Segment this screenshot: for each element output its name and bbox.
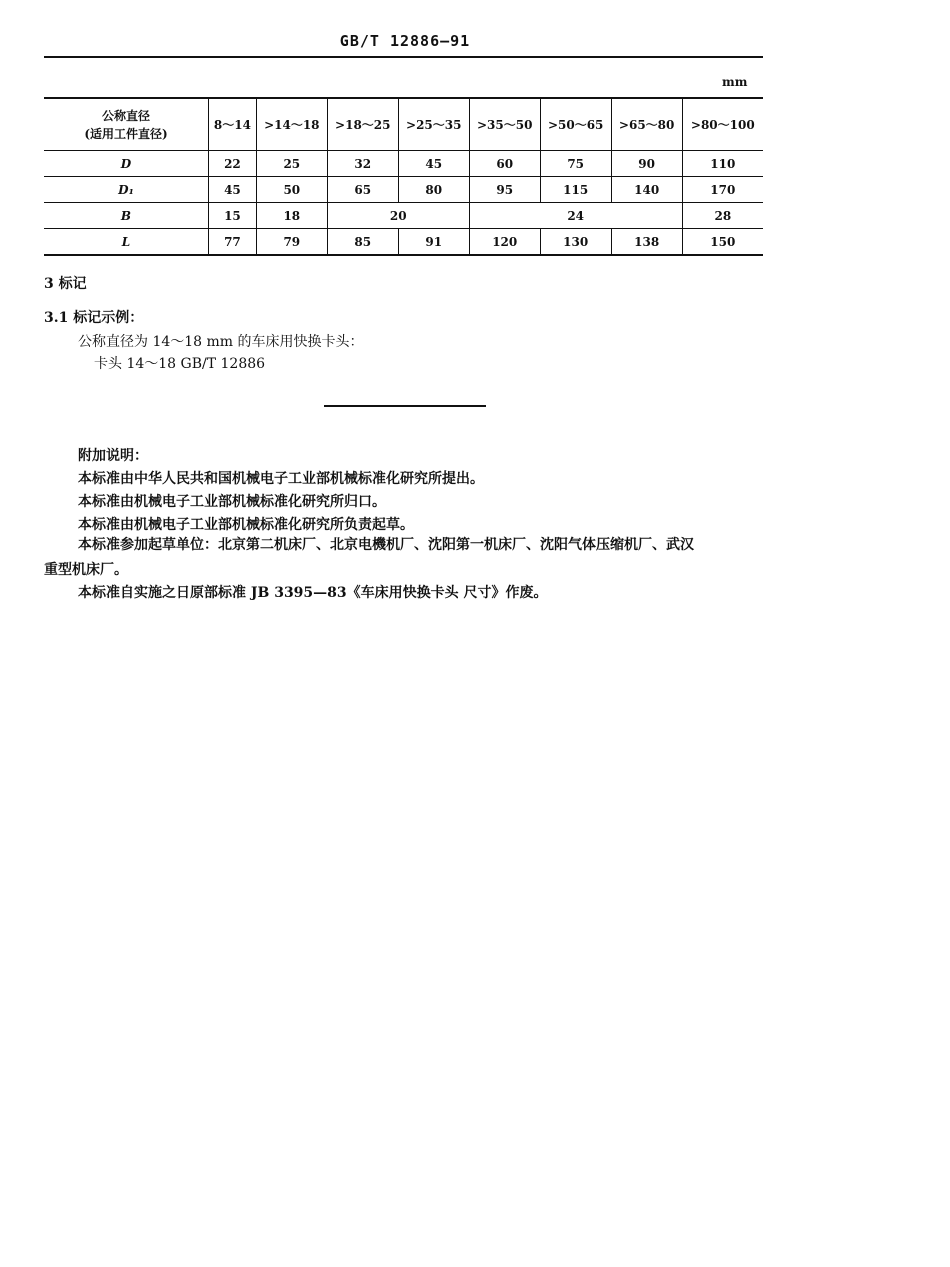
example-description: 公称直径为 14～18 mm 的车床用快换卡头： bbox=[78, 334, 364, 350]
table-header-row bbox=[44, 98, 763, 151]
note-line: 本标准由机械电子工业部机械标准化研究所负责起草。 bbox=[78, 517, 414, 533]
table-cell: 140 bbox=[611, 177, 682, 203]
note-line: 本标准自实施之日原部标准 JB 3395—83《车床用快换卡头 尺寸》作废。 bbox=[78, 585, 548, 601]
example-marking: 卡头 14～18 GB/T 12886 bbox=[94, 356, 266, 372]
section-heading: 3 标记 bbox=[44, 276, 87, 292]
note-line: 本标准由机械电子工业部机械标准化研究所归口。 bbox=[78, 494, 386, 510]
table-cell: 28 bbox=[682, 203, 763, 229]
notes-title: 附加说明： bbox=[78, 448, 148, 464]
table-cell: 110 bbox=[682, 151, 763, 177]
table-cell: 90 bbox=[611, 151, 682, 177]
subsection-heading: 3.1 标记示例： bbox=[44, 310, 144, 326]
note-line: 本标准由中华人民共和国机械电子工业部机械标准化研究所提出。 bbox=[78, 471, 484, 487]
table-cell: 91 bbox=[398, 229, 469, 256]
table-cell: 115 bbox=[540, 177, 611, 203]
header-rule bbox=[44, 56, 763, 58]
column-header: >25～35 bbox=[398, 98, 469, 151]
table-cell: 75 bbox=[540, 151, 611, 177]
column-header: >18～25 bbox=[327, 98, 398, 151]
table-cell: 138 bbox=[611, 229, 682, 256]
column-header: >65～80 bbox=[611, 98, 682, 151]
header-label-line1: 公称直径 bbox=[101, 108, 150, 123]
table-cell: 170 bbox=[682, 177, 763, 203]
column-header: >35～50 bbox=[469, 98, 540, 151]
row-label: L bbox=[44, 229, 209, 256]
note-line: 本标准参加起草单位：北京第二机床厂、北京电機机厂、沈阳第一机床厂、沈阳气体压缩机厂、武汉 bbox=[78, 537, 694, 553]
table-cell: 77 bbox=[209, 229, 257, 256]
column-header: 8～14 bbox=[209, 98, 257, 151]
table-cell: 50 bbox=[256, 177, 327, 203]
table-cell: 45 bbox=[398, 151, 469, 177]
header-label-line2: (适用工件直径) bbox=[84, 126, 168, 141]
table-cell: 18 bbox=[256, 203, 327, 229]
table-cell: 60 bbox=[469, 151, 540, 177]
nominal-diameter-header bbox=[44, 98, 209, 151]
standard-number: GB/T 12886—91 bbox=[339, 32, 471, 50]
table-cell: 32 bbox=[327, 151, 398, 177]
table-cell: 95 bbox=[469, 177, 540, 203]
column-header: >14～18 bbox=[256, 98, 327, 151]
table-cell: 150 bbox=[682, 229, 763, 256]
table-cell: 25 bbox=[256, 151, 327, 177]
table-cell: 65 bbox=[327, 177, 398, 203]
unit-label: mm bbox=[722, 75, 748, 89]
column-header: >80～100 bbox=[682, 98, 763, 151]
dimension-table bbox=[44, 97, 763, 256]
table-cell: 45 bbox=[209, 177, 257, 203]
note-line-clipped bbox=[78, 531, 768, 553]
note-line: 重型机床厂。 bbox=[44, 562, 128, 578]
table-cell-merged: 20 bbox=[327, 203, 469, 229]
table-cell: 130 bbox=[540, 229, 611, 256]
table-cell: 85 bbox=[327, 229, 398, 256]
table-row-L bbox=[44, 229, 763, 256]
column-header: >50～65 bbox=[540, 98, 611, 151]
row-label: D bbox=[44, 151, 209, 177]
section-divider bbox=[324, 405, 486, 407]
table-row-D bbox=[44, 151, 763, 177]
table-row-D1 bbox=[44, 177, 763, 203]
table-cell: 80 bbox=[398, 177, 469, 203]
row-label: D₁ bbox=[44, 177, 209, 203]
table-cell: 120 bbox=[469, 229, 540, 256]
table-cell: 22 bbox=[209, 151, 257, 177]
table-cell: 15 bbox=[209, 203, 257, 229]
row-label: B bbox=[44, 203, 209, 229]
table-cell: 79 bbox=[256, 229, 327, 256]
table-row-B bbox=[44, 203, 763, 229]
table-cell-merged: 24 bbox=[469, 203, 682, 229]
